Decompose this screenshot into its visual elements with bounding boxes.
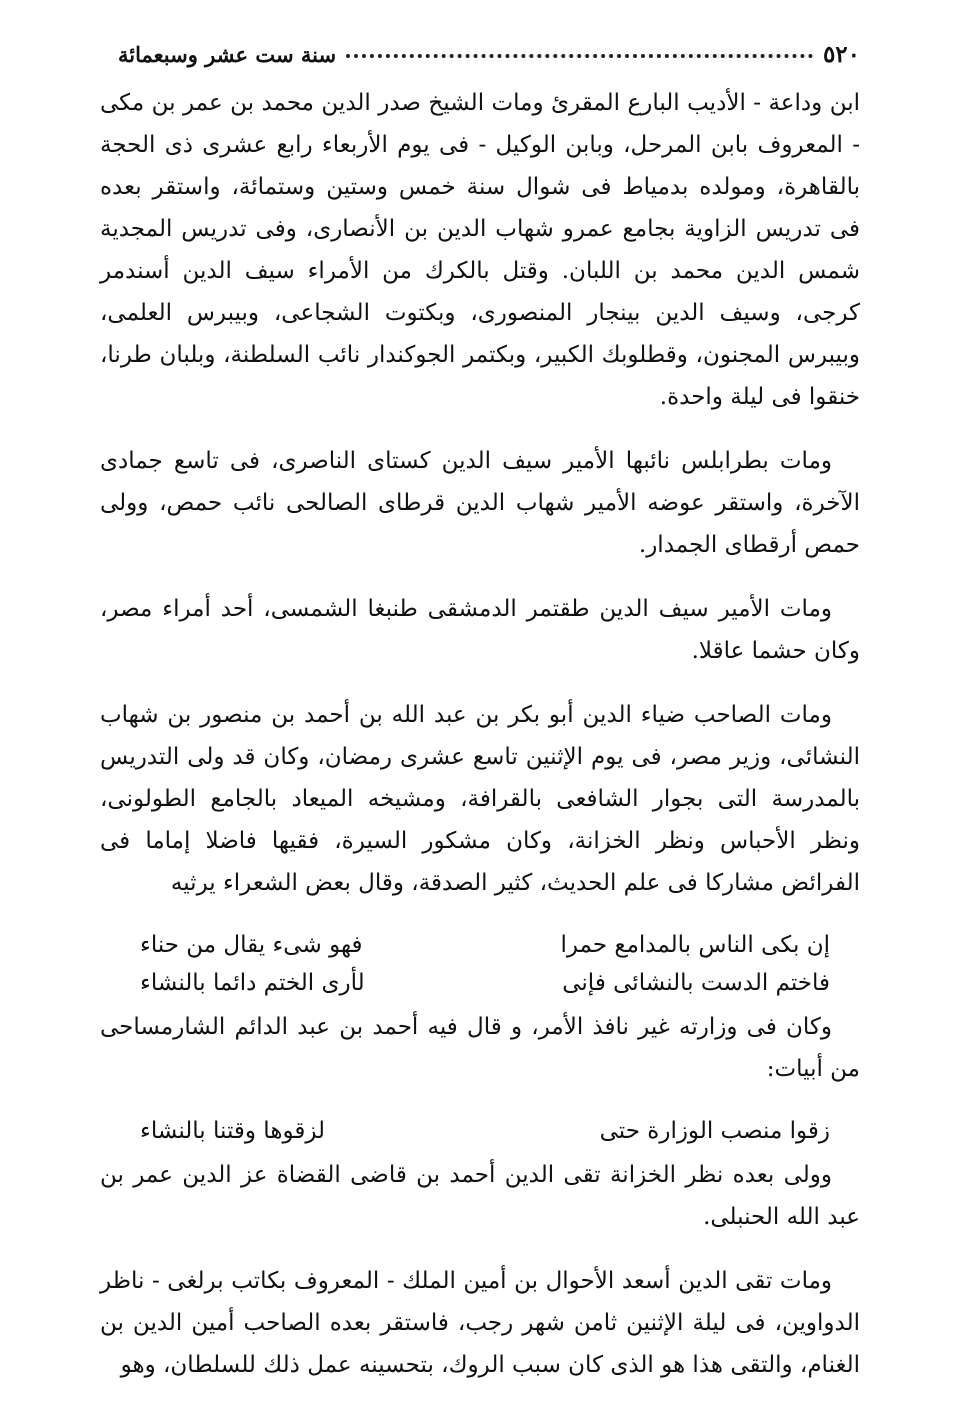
hemistich-first: إن بكى الناس بالمدامع حمرا [560,932,830,958]
dotted-leader [346,50,813,58]
paragraph-2: ومات بطرابلس نائبها الأمير سيف الدين كستاى الناصرى، فى تاسع جمادى الآخرة، واستقر عوضه الأمير شهاب الدين قرطاى الصالحى نائب حمص، وولى حمص أرقطاى الجمدار. [100,448,860,558]
hemistich-first: فاختم الدست بالنشائى فإنى [562,970,830,996]
hemistich-second: فهو شىء يقال من حناء [140,932,363,958]
paragraph-1: ابن وداعة - الأديب البارع المقرئ ومات الشيخ صدر الدين محمد بن عمر بن مكى - المعروف بابن المرحل، وبابن الوكيل - فى يوم الأربعاء رابع عشرى ذى الحجة بالقاهرة، ومولده بدمياط فى شوال سنة خمس وستين وستمائة، واستقر بعده فى تدريس الزاوية بجامع عمرو شهاب الدين بن الأنصارى، وفى تدريس المجدية شمس الدين محمد بن اللبان. وقتل بالكرك من الأمراء سيف الدين أسندمر كرجى، وسيف الدين بينجار المنصورى، وبكتوت الشجاعى، وبيبرس العلمى، وبيبرس المجنون، وقطلوبك الكبير، وبكتمر الجوكندار نائب السلطنة، وبلبان طرنا، خنقوا فى ليلة واحدة. [100,90,860,410]
paragraph-5: وكان فى وزارته غير نافذ الأمر، و قال فيه أحمد بن عبد الدائم الشارمساحى من أبيات: [100,1014,860,1082]
paragraph-3: ومات الأمير سيف الدين طقتمر الدمشقى طنبغا الشمسى، أحد أمراء مصر، وكان حشما عاقلا. [100,596,860,664]
paragraph-4: ومات الصاحب ضياء الدين أبو بكر بن عبد الله بن أحمد بن منصور بن شهاب النشائى، وزير مصر، فى يوم الإثنين تاسع عشرى رمضان، وكان قد ولى التدريس بالمدرسة التى بجوار الشافعى بالقرافة، ومشيخه الميعاد بالجامع الطولونى، ونظر الأحباس ونظر الخزانة، وكان مشكور السيرة، فقيها فاضلا إماما فى الفرائض مشاركا فى علم الحديث، كثير الصدقة، وقال بعض الشعراء يرثيه [100,702,860,896]
poem-line [100,1112,860,1150]
page-number: ٥٢٠ [822,40,860,68]
hemistich-first: زقوا منصب الوزارة حتى [599,1118,830,1144]
paragraph-6: وولى بعده نظر الخزانة تقى الدين أحمد بن قاضى القضاة عز الدين عمر بن عبد الله الحنبلى. [100,1162,860,1230]
hemistich-second: لزقوها وقتنا بالنشاء [140,1118,326,1144]
hemistich-second: لأرى الختم دائما بالنشاء [140,970,365,996]
paragraph-7: ومات تقى الدين أسعد الأحوال بن أمين الملك - المعروف بكاتب برلغى - ناظر الدواوين، فى ليلة الإثنين ثامن شهر رجب، فاستقر بعده الصاحب أمين الدين بن الغنام، والتقى هذا هو الذى كان سبب الروك، بتحسينه عمل ذلك للسلطان، وهو [100,1268,860,1378]
running-header [118,38,860,70]
poem-line [100,964,860,1002]
running-title: سنة ست عشر وسبعمائة [118,41,337,67]
poem-satire [100,1112,860,1150]
page-body [100,82,860,1408]
poem-elegy [100,926,860,1002]
poem-line [100,926,860,964]
